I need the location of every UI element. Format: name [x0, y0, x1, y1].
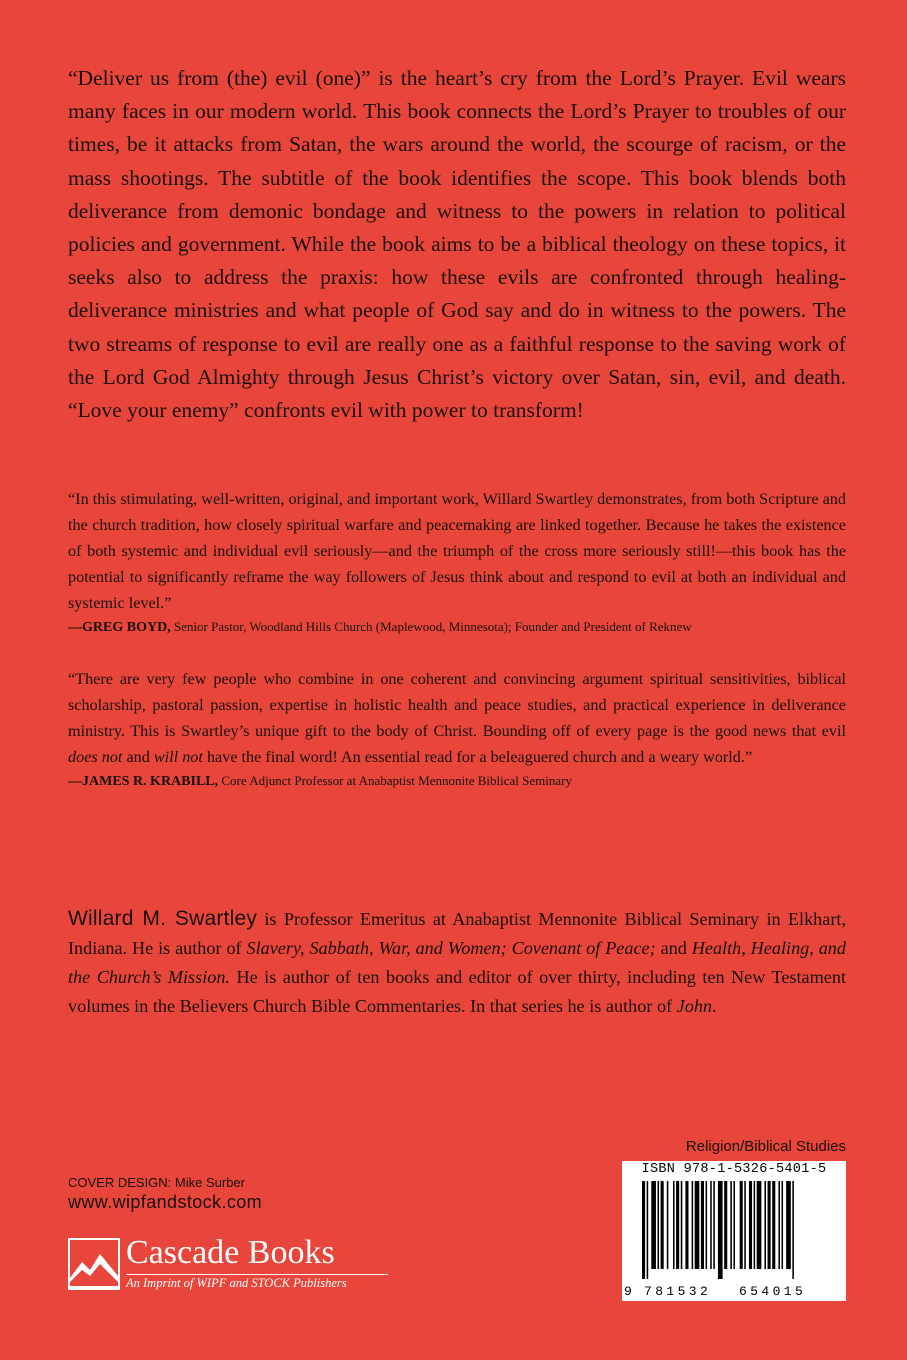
quote-text: have the final word! An essential read for a beleaguered church and a weary world.”: [206, 748, 753, 766]
isbn-barcode: [622, 1161, 846, 1301]
endorsement-james-krabill: [68, 666, 846, 791]
cover-design-credit: COVER DESIGN: Mike Surber: [68, 1175, 245, 1190]
endorser-affiliation: Core Adjunct Professor at Anabaptist Mennonite Biblical Seminary: [221, 773, 572, 788]
barcode-digits-left: 781532: [644, 1284, 712, 1299]
bio-text: He is author of ten books and editor of over thirty, including ten New Testament volumes in the Believers Church Bible Commentaries. In that series he is author of: [68, 967, 846, 1016]
book-title: Health, Healing, and the Church’s Mission.: [68, 938, 846, 987]
quote-text: and: [126, 748, 150, 766]
isbn-label: ISBN 978-1-5326-5401-5: [641, 1162, 827, 1177]
author-bio: [68, 904, 846, 1021]
category-label: Religion/Biblical Studies: [685, 1138, 846, 1155]
endorsement-attribution: [68, 772, 846, 791]
publisher-logo-block: [68, 1234, 398, 1298]
publisher-website[interactable]: www.wipfandstock.com: [68, 1192, 263, 1212]
endorsement-quote: “In this stimulating, well-written, original, and important work, Willard Swartley demonstrates, from both Scripture and the church tradition, how closely spiritual warfare and peacemaking are linked together. Because he takes the existence of both systemic and individual evil seriously—and the triumph of the cross more seriously still!—this book has the potential to significantly reframe the way followers of Jesus think about and respond to evil at both an individual and systemic level.”: [68, 490, 846, 612]
quote-text: “There are very few people who combine in one coherent and convincing argument spiritual sensitivities, biblical scholarship, pastoral passion, expertise in holistic health and peace studies, and practical experience in deliverance ministry. This is Swartley’s unique gift to the body of Christ. Bounding off of every page is the good news that evil: [68, 670, 846, 740]
publisher-name: Cascade Books: [126, 1234, 335, 1271]
barcode-digit-first: 9: [624, 1284, 632, 1299]
quote-emphasis: does not: [68, 748, 123, 766]
mountain-logo-icon: [68, 1238, 120, 1290]
book-blurb: “Deliver us from (the) evil (one)” is the heart’s cry from the Lord’s Prayer. Evil wears many faces in our modern world. This book connects the Lord’s Prayer to troubles of our times, be it attacks from Satan, the wars around the world, the scourge of racism, or the mass shootings. The subtitle of the book identifies the scope. This book blends both deliverance from demonic bondage and witness to the powers in relation to political policies and government. While the book aims to be a biblical theology on these topics, it seeks also to address the praxis: how these evils are confronted through healing-deliverance ministries and what people of God say and do in witness to the powers. The two streams of response to evil are really one as a faithful response to the saving work of the Lord God Almighty through Jesus Christ’s victory over Satan, sin, evil, and death. “Love your enemy” confronts evil with power to transform!: [68, 66, 846, 423]
barcode-icon: [630, 1181, 838, 1281]
book-title: Slavery, Sabbath, War, and Women; Covenant of Peace;: [246, 938, 656, 958]
endorsement-attribution: [68, 618, 846, 637]
bio-text: .: [712, 996, 717, 1016]
endorser-name: —GREG BOYD,: [68, 620, 171, 635]
barcode-digits-right: 654015: [739, 1284, 807, 1299]
endorser-affiliation: Senior Pastor, Woodland Hills Church (Maplewood, Minnesota); Founder and President of Reknew: [173, 619, 692, 634]
bio-text: and: [660, 938, 687, 958]
endorsement-quote: [68, 666, 846, 770]
quote-emphasis: will not: [153, 748, 203, 766]
book-title: John: [676, 996, 713, 1016]
publisher-tagline: An Imprint of WIPF and STOCK Publishers: [126, 1276, 347, 1290]
author-name: Willard M. Swartley: [68, 907, 258, 930]
endorser-name: —JAMES R. KRABILL,: [68, 774, 219, 789]
publisher-divider: [126, 1274, 388, 1275]
bio-text: is Professor Emeritus at Anabaptist Mennonite Biblical Seminary in Elkhart, Indiana. He is author of: [68, 909, 846, 958]
endorsement-greg-boyd: [68, 486, 846, 637]
